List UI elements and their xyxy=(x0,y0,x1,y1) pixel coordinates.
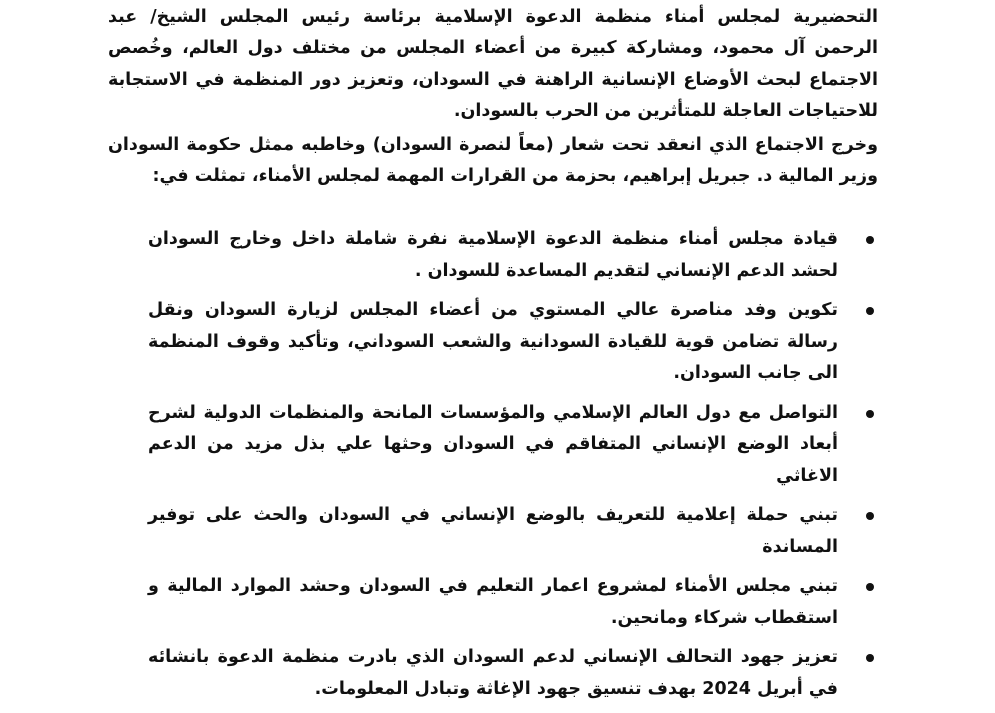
bullet-dot xyxy=(866,236,874,244)
decisions-intro-paragraph: وخرج الاجتماع الذي انعقد تحت شعار (معاً لنصرة السودان) وخاطبه ممثل حكومة السودان وزير المالية د. جبريل إبراهيم، بحزمة من القرارات المهمة لمجلس الأمناء، تمثلت في: xyxy=(108,134,878,186)
list-item xyxy=(148,398,878,493)
list-item xyxy=(148,295,878,390)
bullet-dot xyxy=(866,654,874,662)
list-item xyxy=(148,571,878,634)
list-item-text: تعزيز جهود التحالف الإنساني لدعم السودان الذي بادرت منظمة الدعوة بانشائه في أبريل 2024 بهدف تنسيق جهود الإغاثة وتبادل المعلومات. xyxy=(148,647,838,699)
decisions-list xyxy=(148,224,878,713)
list-item-text: تبني حملة إعلامية للتعريف بالوضع الإنساني في السودان والحث على توفير المساندة xyxy=(148,505,838,557)
bullet-dot xyxy=(866,583,874,591)
list-item-text: قيادة مجلس أمناء منظمة الدعوة الإسلامية نفرة شاملة داخل وخارج السودان لحشد الدعم الإنساني لتقديم المساعدة للسودان . xyxy=(148,229,838,281)
bullet-dot xyxy=(866,307,874,315)
list-item-text: تكوين وفد مناصرة عالي المستوي من أعضاء المجلس لزيارة السودان ونقل رسالة تضامن قوية للقيادة السودانية والشعب السوداني، وتأكيد وقوف المنظمة الى جانب السودان. xyxy=(148,300,838,383)
list-item xyxy=(148,642,878,705)
list-item-text: تبني مجلس الأمناء لمشروع اعمار التعليم في السودان وحشد الموارد المالية و استقطاب شركاء ومانحين. xyxy=(148,576,838,628)
list-item xyxy=(148,500,878,563)
list-item xyxy=(148,224,878,287)
intro-paragraph: التحضيرية لمجلس أمناء منظمة الدعوة الإسلامية برئاسة رئيس المجلس الشيخ/ عبد الرحمن آل محمود، ومشاركة كبيرة من أعضاء المجلس من مختلف دول العالم، وخُصص الاجتماع لبحث الأوضاع الإنسانية الراهنة في السودان، وتعزيز دور المنظمة في الاستجابة للاحتياجات العاجلة للمتأثرين من الحرب بالسودان. xyxy=(108,6,878,121)
list-item-text: التواصل مع دول العالم الإسلامي والمؤسسات المانحة والمنظمات الدولية لشرح أبعاد الوضع الإنساني المتفاقم في السودان وحثها علي بذل مزيد من الدعم الاغاثي xyxy=(148,402,838,486)
bullet-dot xyxy=(866,410,874,418)
bullet-dot xyxy=(866,512,874,520)
